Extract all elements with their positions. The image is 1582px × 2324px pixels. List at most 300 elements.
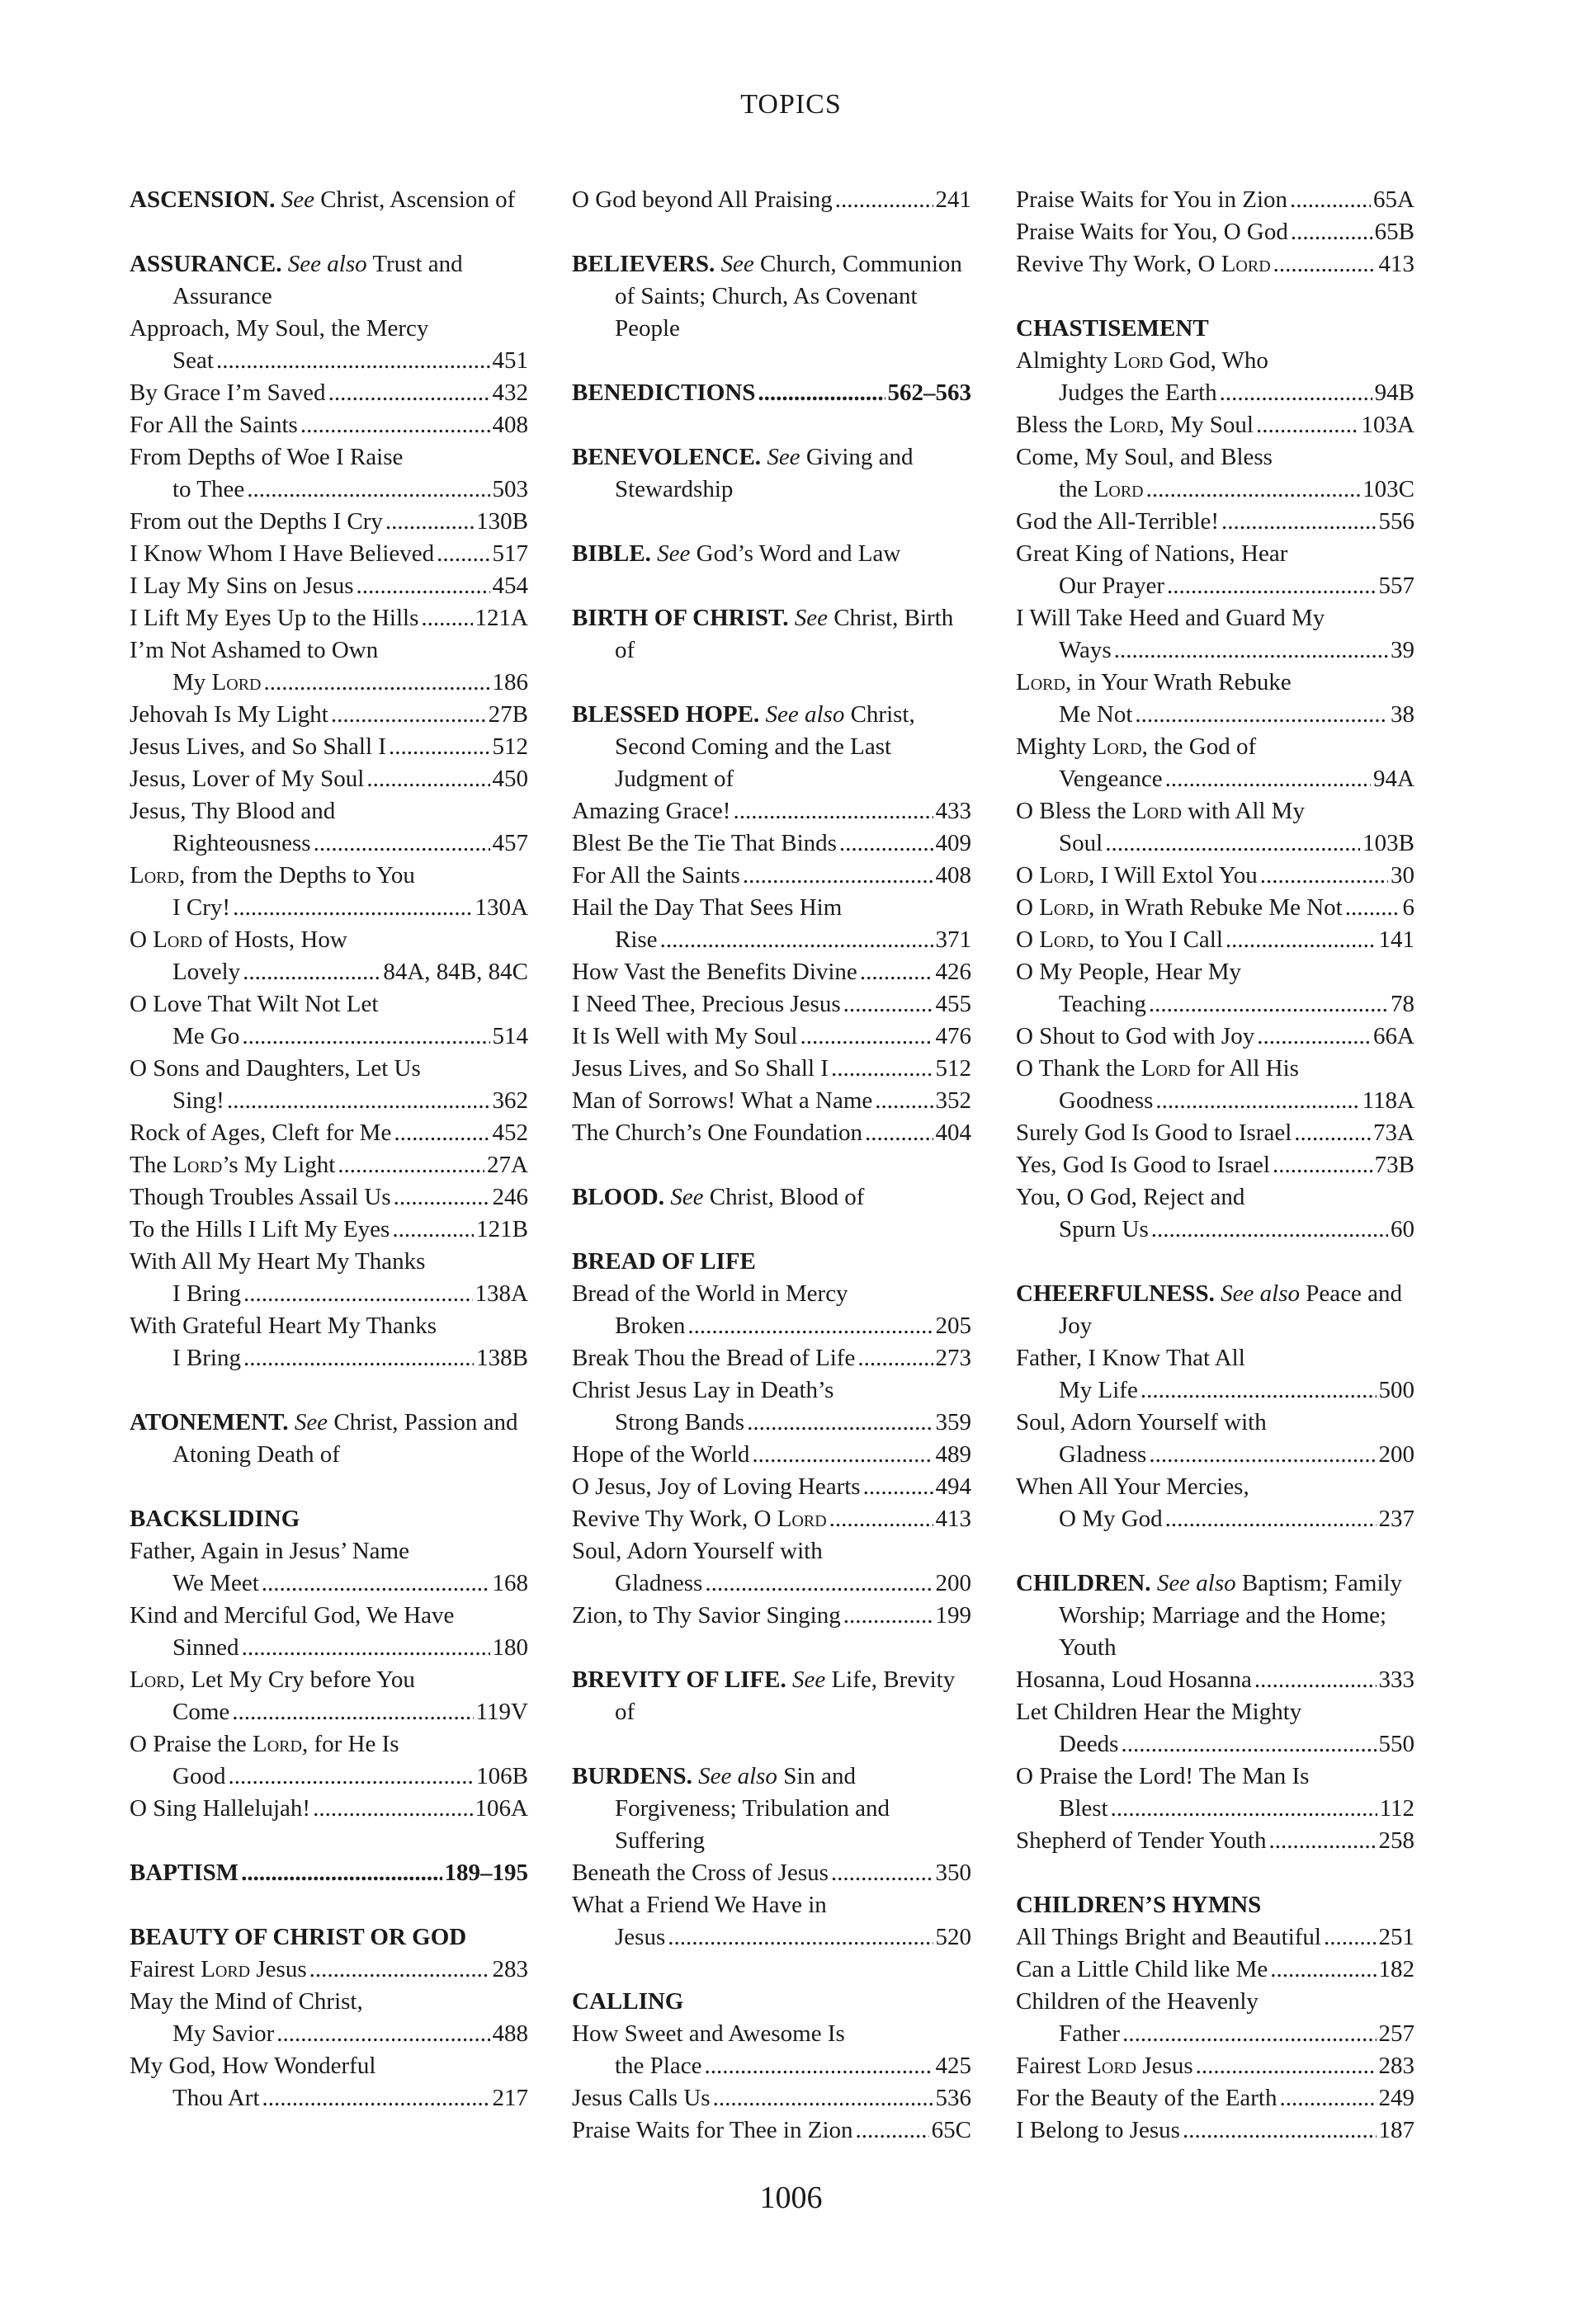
hymn-number: 488 bbox=[492, 2020, 528, 2047]
leader-dots bbox=[1111, 1793, 1377, 1825]
hymn-entry bbox=[130, 1535, 528, 1600]
hymn-title: O Lord of Hosts, How bbox=[130, 926, 347, 953]
topic-heading: BAPTISM bbox=[130, 1860, 239, 1886]
hymn-title: Me Go bbox=[172, 1023, 240, 1049]
leader-dots bbox=[1291, 216, 1372, 248]
leader-dots bbox=[856, 2114, 929, 2147]
hymn-title-line bbox=[1016, 1439, 1414, 1471]
hymn-title-line bbox=[1016, 1471, 1414, 1503]
hymn-title: Kind and Merciful God, We Have bbox=[130, 1602, 455, 1629]
hymn-title: Praise Waits for You, O God bbox=[1016, 219, 1288, 245]
leader-dots bbox=[1269, 1825, 1377, 1857]
hymn-title-line bbox=[572, 1021, 971, 1053]
leader-dots bbox=[1140, 1374, 1377, 1407]
leader-dots bbox=[1122, 2018, 1376, 2050]
see-reference: See bbox=[720, 251, 754, 277]
leader-dots bbox=[243, 1278, 473, 1310]
hymn-title: Yes, God Is Good to Israel bbox=[1016, 1152, 1270, 1178]
hymn-number: 60 bbox=[1391, 1216, 1414, 1242]
hymn-title: Hosanna, Loud Hosanna bbox=[1016, 1666, 1252, 1693]
hymn-number: 138B bbox=[476, 1345, 528, 1371]
hymn-title-line bbox=[1016, 956, 1414, 988]
topic-heading bbox=[572, 538, 971, 570]
hymn-title-line bbox=[130, 1214, 528, 1246]
hymn-title-line bbox=[130, 1535, 528, 1567]
topic-section bbox=[572, 1181, 971, 1214]
hymn-title: Vengeance bbox=[1059, 766, 1163, 792]
hymn-number: 200 bbox=[1378, 1441, 1414, 1468]
hymn-number: 121A bbox=[475, 605, 528, 631]
topic-heading bbox=[572, 441, 971, 506]
hymn-title-line bbox=[572, 1085, 971, 1117]
leader-dots bbox=[1121, 1728, 1376, 1761]
leader-dots bbox=[437, 538, 489, 570]
hymn-entry bbox=[1016, 1954, 1414, 1986]
hymn-title-line bbox=[130, 1632, 528, 1664]
leader-dots bbox=[1135, 699, 1388, 731]
hymn-title-line bbox=[572, 184, 971, 216]
leader-dots bbox=[800, 1021, 933, 1053]
small-caps-lord: Lord bbox=[1113, 347, 1164, 374]
hymn-title-line bbox=[1016, 924, 1414, 956]
hymn-entry bbox=[1016, 345, 1414, 409]
hymn-title-line bbox=[572, 1374, 971, 1407]
hymn-number: 168 bbox=[492, 1570, 528, 1596]
see-reference: See also bbox=[1156, 1570, 1236, 1596]
hymn-title: Broken bbox=[615, 1313, 686, 1339]
leader-dots bbox=[242, 1021, 489, 1053]
cross-reference-target: Christ, Ascension of bbox=[320, 186, 516, 213]
hymn-number: 452 bbox=[492, 1120, 528, 1146]
topic-section bbox=[1016, 313, 1414, 1246]
hymn-number: 121B bbox=[476, 1216, 528, 1242]
see-reference: See bbox=[791, 1666, 826, 1693]
small-caps-lord: Lord bbox=[1092, 733, 1142, 760]
cross-reference-target: Peace and Joy bbox=[1059, 1280, 1403, 1339]
leader-dots bbox=[1114, 634, 1388, 667]
hymn-title: Though Troubles Assail Us bbox=[130, 1184, 391, 1210]
hymn-number: 433 bbox=[935, 798, 971, 824]
small-caps-lord: Lord bbox=[1039, 926, 1089, 953]
topic-heading bbox=[1016, 1278, 1414, 1342]
hymn-title-line bbox=[130, 988, 528, 1021]
leader-dots bbox=[338, 1149, 484, 1181]
hymn-number: 130B bbox=[476, 508, 528, 535]
cross-reference-target: Christ, Blood of bbox=[709, 1184, 865, 1210]
hymn-title: To the Hills I Lift My Eyes bbox=[130, 1216, 390, 1242]
hymn-entry bbox=[130, 506, 528, 538]
hymn-number: 520 bbox=[935, 1924, 971, 1950]
hymn-entry bbox=[1016, 1117, 1414, 1149]
topic-range bbox=[130, 1857, 528, 1889]
hymn-number: 514 bbox=[492, 1023, 528, 1049]
hymn-title: God the All-Terrible! bbox=[1016, 508, 1220, 535]
hymn-title: I Lay My Sins on Jesus bbox=[130, 573, 354, 599]
hymn-number: 6 bbox=[1402, 894, 1414, 921]
hymn-title-line bbox=[1016, 1085, 1414, 1117]
hymn-title: Shepherd of Tender Youth bbox=[1016, 1827, 1267, 1854]
topic-term: BELIEVERS. bbox=[572, 251, 715, 277]
topic-term: BLOOD. bbox=[572, 1184, 664, 1210]
leader-dots bbox=[1273, 1149, 1372, 1181]
hymn-number: 246 bbox=[492, 1184, 528, 1210]
leader-dots bbox=[392, 1214, 474, 1246]
hymn-title: Surely God Is Good to Israel bbox=[1016, 1120, 1292, 1146]
leader-dots bbox=[857, 1342, 933, 1374]
leader-dots bbox=[421, 602, 472, 634]
hymn-title: My Life bbox=[1059, 1377, 1138, 1403]
topic-section bbox=[572, 248, 971, 345]
hymn-number: 425 bbox=[935, 2053, 971, 2079]
hymn-number: 180 bbox=[492, 1634, 528, 1661]
hymn-title-line bbox=[130, 1085, 528, 1117]
small-caps-lord: Lord bbox=[1093, 476, 1144, 502]
hymn-title-line bbox=[1016, 860, 1414, 892]
see-reference: See also bbox=[1221, 1280, 1301, 1307]
hymn-title: From out the Depths I Cry bbox=[130, 508, 383, 535]
hymn-number: 78 bbox=[1391, 991, 1414, 1017]
hymn-number: 138A bbox=[475, 1280, 528, 1307]
leader-dots bbox=[243, 1342, 474, 1374]
leader-dots bbox=[839, 827, 933, 860]
hymn-title: Lord, from the Depths to You bbox=[130, 862, 415, 889]
topic-heading bbox=[1016, 1889, 1414, 1921]
hymn-entry bbox=[130, 795, 528, 860]
leader-dots bbox=[232, 1696, 473, 1728]
hymn-number: 273 bbox=[935, 1345, 971, 1371]
leader-dots bbox=[752, 1439, 933, 1471]
hymn-number: 350 bbox=[935, 1860, 971, 1886]
hymn-number: 65A bbox=[1373, 186, 1414, 213]
topic-heading: BENEDICTIONS bbox=[572, 379, 756, 406]
hymn-title-line bbox=[130, 538, 528, 570]
hymn-entry bbox=[1016, 1181, 1414, 1246]
leader-dots bbox=[733, 795, 933, 827]
topic-term: BURDENS. bbox=[572, 1763, 692, 1789]
hymn-number: 112 bbox=[1379, 1795, 1414, 1822]
hymn-title-line bbox=[572, 860, 971, 892]
hymn-title-line bbox=[130, 2050, 528, 2082]
leader-dots bbox=[356, 570, 489, 602]
leader-dots bbox=[1270, 1954, 1376, 1986]
cross-reference-target: Baptism; Family Worship; Marriage and the Home; Youth bbox=[1059, 1570, 1403, 1661]
hymn-number: 371 bbox=[935, 926, 971, 953]
hymn-title: O My God bbox=[1059, 1506, 1163, 1532]
leader-dots bbox=[1149, 988, 1388, 1021]
hymn-entry bbox=[1016, 1021, 1414, 1053]
hymn-entry bbox=[130, 1986, 528, 2050]
hymn-number: 454 bbox=[492, 573, 528, 599]
hymn-title: Father, I Know That All bbox=[1016, 1345, 1245, 1371]
hymn-entry bbox=[1016, 1149, 1414, 1181]
hymn-title-line bbox=[130, 1728, 528, 1761]
hymn-title-line bbox=[130, 2018, 528, 2050]
hymn-number: 500 bbox=[1378, 1377, 1414, 1403]
hymn-title-line bbox=[1016, 184, 1414, 216]
hymn-title-line bbox=[1016, 1761, 1414, 1793]
index-column-1 bbox=[130, 184, 528, 2114]
hymn-title-line bbox=[130, 377, 528, 409]
leader-dots bbox=[743, 860, 933, 892]
leader-dots bbox=[243, 956, 380, 988]
topic-heading bbox=[572, 1761, 971, 1857]
hymn-title: Blest bbox=[1059, 1795, 1108, 1822]
hymn-number: 283 bbox=[492, 1956, 528, 1982]
hymn-title: Gladness bbox=[615, 1570, 703, 1596]
hymn-entry bbox=[572, 1471, 971, 1503]
hymn-title-line bbox=[572, 827, 971, 860]
hymn-title: My Savior bbox=[172, 2020, 275, 2047]
hymn-title-line bbox=[1016, 1954, 1414, 1986]
cross-reference-target: Christ, Birth of bbox=[615, 605, 954, 663]
hymn-title-line bbox=[1016, 602, 1414, 634]
hymn-title-line bbox=[130, 667, 528, 699]
hymn-entry bbox=[130, 988, 528, 1053]
leader-dots bbox=[1225, 924, 1377, 956]
hymn-title-line bbox=[1016, 1921, 1414, 1954]
page-number: 1006 bbox=[759, 2180, 823, 2215]
small-caps-lord: Lord bbox=[130, 1666, 179, 1693]
hymn-number: 550 bbox=[1378, 1731, 1414, 1757]
leader-dots bbox=[860, 956, 933, 988]
hymn-title: I Bring bbox=[172, 1345, 241, 1371]
small-caps-lord: Lord bbox=[153, 926, 203, 953]
hymn-entry bbox=[1016, 795, 1414, 860]
leader-dots bbox=[1196, 2050, 1377, 2082]
leader-dots bbox=[242, 1632, 490, 1664]
hymn-title-line bbox=[1016, 1117, 1414, 1149]
hymn-number: 258 bbox=[1378, 1827, 1414, 1854]
hymn-entry bbox=[130, 570, 528, 602]
topic-section bbox=[1016, 184, 1414, 280]
hymn-title: Fairest Lord Jesus bbox=[130, 1956, 307, 1982]
hymn-title-line bbox=[1016, 248, 1414, 280]
hymn-title: Mighty Lord, the God of bbox=[1016, 733, 1257, 760]
hymn-title: Gladness bbox=[1059, 1441, 1147, 1468]
hymn-title: Goodness bbox=[1059, 1087, 1154, 1114]
hymn-title: Praise Waits for You in Zion bbox=[1016, 186, 1288, 213]
hymn-entry bbox=[130, 634, 528, 699]
small-caps-lord: Lord bbox=[201, 1956, 251, 1982]
see-reference: See also bbox=[698, 1763, 777, 1789]
hymn-title-line bbox=[130, 827, 528, 860]
hymn-entry bbox=[130, 602, 528, 634]
leader-dots bbox=[843, 1600, 933, 1632]
hymn-title-line bbox=[572, 2114, 971, 2147]
hymn-title-line bbox=[572, 1117, 971, 1149]
topic-section bbox=[130, 1857, 528, 1889]
topic-section bbox=[1016, 1567, 1414, 1857]
hymn-number: 413 bbox=[935, 1506, 971, 1532]
hymn-entry bbox=[1016, 2050, 1414, 2082]
hymn-title-line bbox=[1016, 988, 1414, 1021]
hymn-entry bbox=[130, 1954, 528, 1986]
topic-heading bbox=[572, 699, 971, 795]
hymn-title: We Meet bbox=[172, 1570, 259, 1596]
small-caps-lord: Lord bbox=[1131, 798, 1182, 824]
hymn-entry bbox=[130, 763, 528, 795]
topic-section bbox=[572, 184, 971, 216]
hymn-title: Bless the Lord, My Soul bbox=[1016, 412, 1254, 438]
topic-term: BENEVOLENCE. bbox=[572, 444, 762, 470]
hymn-entry bbox=[1016, 956, 1414, 1021]
topic-heading bbox=[572, 248, 971, 345]
hymn-entry bbox=[1016, 2114, 1414, 2147]
cross-reference-target: Life, Brevity of bbox=[615, 1666, 956, 1725]
hymn-entry bbox=[572, 1117, 971, 1149]
hymn-number: 106B bbox=[476, 1763, 528, 1789]
hymn-entry bbox=[572, 2114, 971, 2147]
hymn-entry bbox=[572, 892, 971, 956]
topic-heading bbox=[1016, 1567, 1414, 1664]
hymn-title-line bbox=[572, 988, 971, 1021]
hymn-number: 408 bbox=[492, 412, 528, 438]
hymn-entry bbox=[1016, 1471, 1414, 1535]
hymn-number: 182 bbox=[1378, 1956, 1414, 1982]
hymn-title: I Need Thee, Precious Jesus bbox=[572, 991, 841, 1017]
leader-dots bbox=[843, 988, 933, 1021]
hymn-entry bbox=[130, 1246, 528, 1310]
hymn-title: Judges the Earth bbox=[1059, 379, 1217, 406]
hymn-number: 241 bbox=[935, 186, 971, 213]
hymn-number: 333 bbox=[1378, 1666, 1414, 1693]
hymn-title-line bbox=[572, 1407, 971, 1439]
leader-dots bbox=[1324, 1921, 1377, 1954]
leader-dots bbox=[394, 1181, 490, 1214]
hymn-entry bbox=[1016, 248, 1414, 280]
hymn-title-line bbox=[1016, 731, 1414, 763]
hymn-title-line bbox=[130, 956, 528, 988]
hymn-title: From Depths of Woe I Raise bbox=[130, 444, 404, 470]
topic-section bbox=[130, 184, 528, 216]
topic-section bbox=[130, 248, 528, 1374]
hymn-number: 362 bbox=[492, 1087, 528, 1114]
hymn-number: 352 bbox=[935, 1087, 971, 1114]
hymn-title: Father bbox=[1059, 2020, 1121, 2047]
hymn-title-line bbox=[1016, 570, 1414, 602]
hymn-number: 118A bbox=[1362, 1087, 1414, 1114]
cross-reference-target: Christ, Passion and Atoning Death of bbox=[172, 1409, 518, 1468]
hymn-title-line bbox=[130, 763, 528, 795]
small-caps-lord: Lord bbox=[1087, 2053, 1137, 2079]
hymn-entry bbox=[572, 827, 971, 860]
hymn-number: 409 bbox=[935, 830, 971, 856]
hymn-title: I’m Not Ashamed to Own bbox=[130, 637, 379, 663]
hymn-entry bbox=[1016, 1921, 1414, 1954]
hymn-title-line bbox=[1016, 377, 1414, 409]
hymn-entry bbox=[572, 1600, 971, 1632]
hymn-number: 30 bbox=[1391, 862, 1414, 889]
hymn-entry bbox=[130, 313, 528, 377]
index-column-3 bbox=[1016, 184, 1414, 2147]
topic-section bbox=[572, 1986, 971, 2147]
hymn-title: Soul, Adorn Yourself with bbox=[1016, 1409, 1267, 1435]
hymn-range: 562–563 bbox=[887, 379, 971, 406]
hymn-entry bbox=[572, 860, 971, 892]
hymn-number: 103C bbox=[1362, 476, 1414, 502]
leader-dots bbox=[366, 763, 489, 795]
hymn-title-line bbox=[130, 1761, 528, 1793]
cross-reference-target: Sin and Forgiveness; Tribulation and Suffering bbox=[615, 1763, 890, 1854]
leader-dots bbox=[328, 377, 490, 409]
hymn-title-line bbox=[130, 1310, 528, 1342]
hymn-title-line bbox=[1016, 1021, 1414, 1053]
hymn-title: I Belong to Jesus bbox=[1016, 2117, 1180, 2143]
hymn-title: Righteousness bbox=[172, 830, 311, 856]
leader-dots bbox=[264, 667, 490, 699]
hymn-title: Break Thou the Bread of Life bbox=[572, 1345, 856, 1371]
hymn-entry bbox=[1016, 924, 1414, 956]
leader-dots bbox=[228, 1761, 474, 1793]
hymn-number: 119V bbox=[475, 1699, 528, 1725]
leader-dots bbox=[227, 1085, 490, 1117]
small-caps-lord: Lord bbox=[211, 669, 262, 695]
topic-heading bbox=[130, 1407, 528, 1471]
hymn-title: My Lord bbox=[172, 669, 262, 695]
hymn-title: How Vast the Benefits Divine bbox=[572, 959, 857, 985]
leader-dots bbox=[276, 2018, 489, 2050]
hymn-title-line bbox=[130, 1149, 528, 1181]
hymn-entry bbox=[572, 1342, 971, 1374]
hymn-entry bbox=[130, 699, 528, 731]
hymn-title-line bbox=[130, 1246, 528, 1278]
leader-dots bbox=[831, 1857, 933, 1889]
hymn-entry bbox=[1016, 409, 1414, 441]
hymn-entry bbox=[130, 1310, 528, 1374]
leader-dots bbox=[314, 827, 490, 860]
hymn-title-line bbox=[130, 795, 528, 827]
hymn-number: 141 bbox=[1378, 926, 1414, 953]
topic-term: BACKSLIDING bbox=[130, 1506, 300, 1532]
hymn-title: Sinned bbox=[172, 1634, 239, 1661]
hymn-title: I Will Take Heed and Guard My bbox=[1016, 605, 1325, 631]
leader-dots bbox=[241, 1857, 442, 1889]
topic-term: BLESSED HOPE. bbox=[572, 701, 760, 728]
hymn-entry bbox=[572, 1857, 971, 1889]
hymn-entry bbox=[130, 924, 528, 988]
leader-dots bbox=[1257, 1021, 1371, 1053]
hymn-title-line bbox=[130, 1954, 528, 1986]
hymn-entry bbox=[1016, 892, 1414, 924]
hymn-title: I Know Whom I Have Believed bbox=[130, 540, 435, 567]
leader-dots bbox=[668, 1921, 933, 1954]
leader-dots bbox=[389, 731, 490, 763]
hymn-title: May the Mind of Christ, bbox=[130, 1988, 363, 2015]
hymn-entry bbox=[1016, 1407, 1414, 1471]
hymn-title-line bbox=[130, 474, 528, 506]
hymn-number: 94B bbox=[1374, 379, 1414, 406]
topic-term: ATONEMENT. bbox=[130, 1409, 289, 1435]
hymn-title: O Shout to God with Joy bbox=[1016, 1023, 1255, 1049]
see-reference: See also bbox=[287, 251, 367, 277]
hymn-title: The Church’s One Foundation bbox=[572, 1120, 862, 1146]
hymn-title: Sing! bbox=[172, 1087, 224, 1114]
hymn-number: 489 bbox=[935, 1441, 971, 1468]
hymn-title-line bbox=[1016, 795, 1414, 827]
leader-dots bbox=[262, 2082, 490, 2114]
topic-section bbox=[572, 602, 971, 667]
hymn-title: Jesus, Lover of My Soul bbox=[130, 766, 365, 792]
topic-section bbox=[1016, 1278, 1414, 1535]
hymn-title-line bbox=[572, 1921, 971, 1954]
hymn-number: 359 bbox=[935, 1409, 971, 1435]
hymn-number: 103B bbox=[1362, 830, 1414, 856]
hymn-title-line bbox=[572, 1600, 971, 1632]
hymn-title: Deeds bbox=[1059, 1731, 1119, 1757]
topic-heading bbox=[130, 1503, 528, 1535]
hymn-entry bbox=[572, 1021, 971, 1053]
hymn-entry bbox=[572, 2082, 971, 2114]
